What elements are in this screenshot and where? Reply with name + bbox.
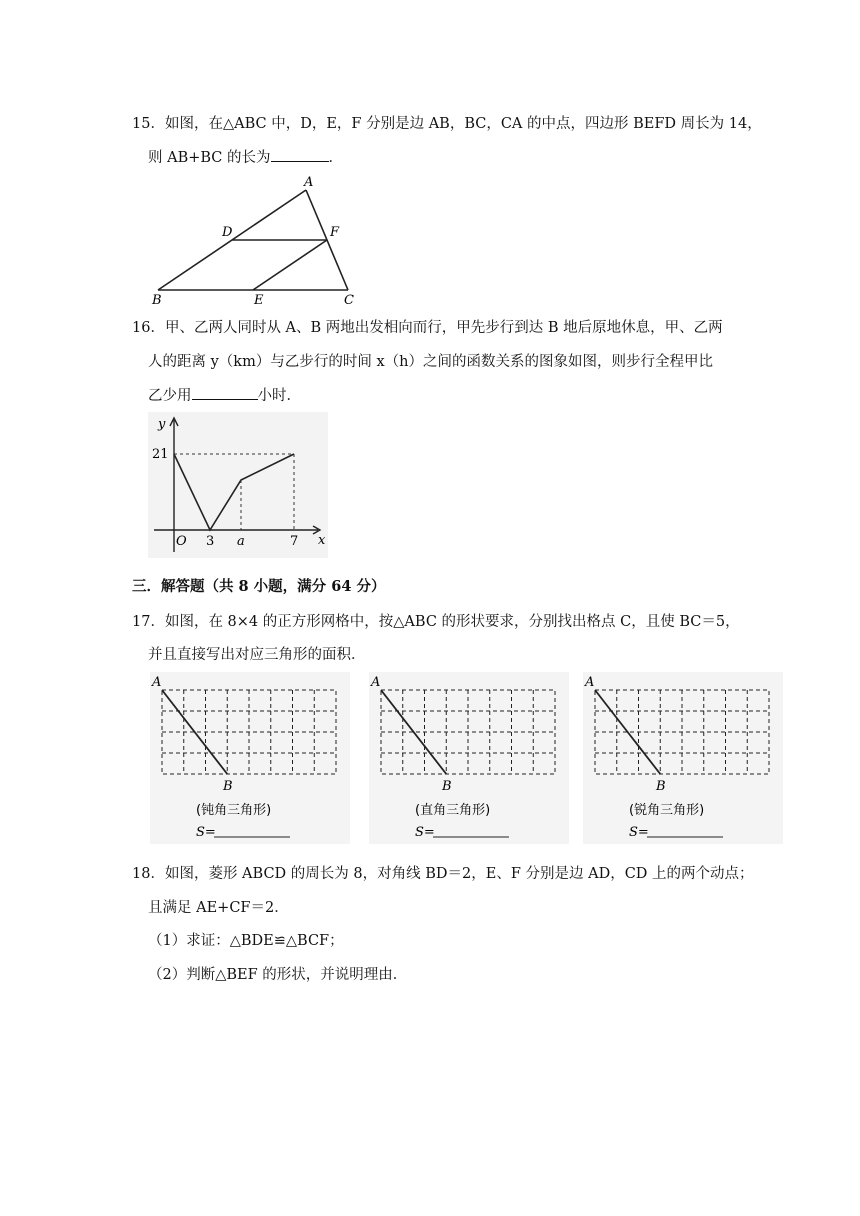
area-label: S=: [196, 825, 216, 840]
label-a: A: [585, 675, 595, 690]
q17-grid-acute: [583, 672, 783, 844]
y-tick-21: 21: [152, 447, 169, 462]
label-b: B: [152, 293, 162, 308]
label-c: C: [344, 293, 354, 308]
segment-ef: [253, 240, 327, 290]
label-b: B: [442, 779, 452, 794]
q16-answer-blank[interactable]: [192, 385, 258, 400]
label-e: E: [254, 293, 264, 308]
x-tick-a: a: [237, 534, 245, 549]
area-label: S=: [629, 825, 649, 840]
label-a: A: [371, 675, 381, 690]
q15-answer-blank[interactable]: [271, 147, 329, 162]
x-tick-7: 7: [290, 534, 299, 549]
q16-line-2: 人的距离 y（km）与乙步行的时间 x（h）之间的函数关系的图象如图，则步行全程甲比: [148, 354, 713, 370]
q17-line-2: 并且直接写出对应三角形的面积．: [148, 647, 366, 663]
q16-line-1: 16．甲、乙两人同时从 A、B 两地出发相向而行，甲先步行到达 B 地后原地休息，甲、乙两: [132, 320, 723, 336]
label-a: A: [152, 675, 162, 690]
q15-text-end: ．: [328, 150, 344, 166]
q15-triangle-figure: [148, 172, 360, 308]
q16-line-3: [148, 384, 301, 405]
q17-line-1: 17．如图，在 8×4 的正方形网格中，按△ABC 的形状要求，分别找出格点 C，且使 BC＝5，: [132, 614, 740, 630]
label-a: A: [304, 175, 314, 190]
q18-part-1: （1）求证：△BDE≌△BCF；: [148, 933, 344, 949]
grid-caption: (锐角三角形): [629, 803, 705, 818]
y-axis-label: y: [158, 417, 166, 432]
q15-text: 则 AB+BC 的长为: [148, 150, 271, 166]
label-b: B: [656, 779, 666, 794]
q16-function-graph: [148, 412, 328, 558]
label-b: B: [223, 779, 233, 794]
q18-part-2: （2）判断△BEF 的形状，并说明理由．: [148, 967, 408, 983]
q15-line-2: [148, 146, 343, 167]
grid-caption: (直角三角形): [415, 803, 491, 818]
q18-line-2: 且满足 AE+CF＝2．: [148, 900, 289, 916]
q17-grid-obtuse: [150, 672, 350, 844]
label-f: F: [330, 225, 340, 240]
q15-line-1: 15．如图，在△ABC 中，D，E，F 分别是边 AB，BC，CA 的中点，四边形 BEFD 周长为 14，: [132, 116, 762, 132]
q16-text: 乙少用: [148, 388, 192, 404]
origin-label: O: [176, 534, 187, 549]
q17-grid-right: [369, 672, 569, 844]
x-axis-label: x: [318, 533, 326, 548]
x-tick-3: 3: [206, 534, 215, 549]
grid-caption: (钝角三角形): [196, 803, 272, 818]
area-label: S=: [415, 825, 435, 840]
section-3-heading: 三．解答题（共 8 小题，满分 64 分）: [132, 578, 386, 595]
q16-text-end: 小时．: [257, 388, 301, 404]
q18-line-1: 18．如图，菱形 ABCD 的周长为 8，对角线 BD＝2，E、F 分别是边 AD，CD 上的两个动点；: [132, 866, 754, 882]
label-d: D: [222, 225, 233, 240]
